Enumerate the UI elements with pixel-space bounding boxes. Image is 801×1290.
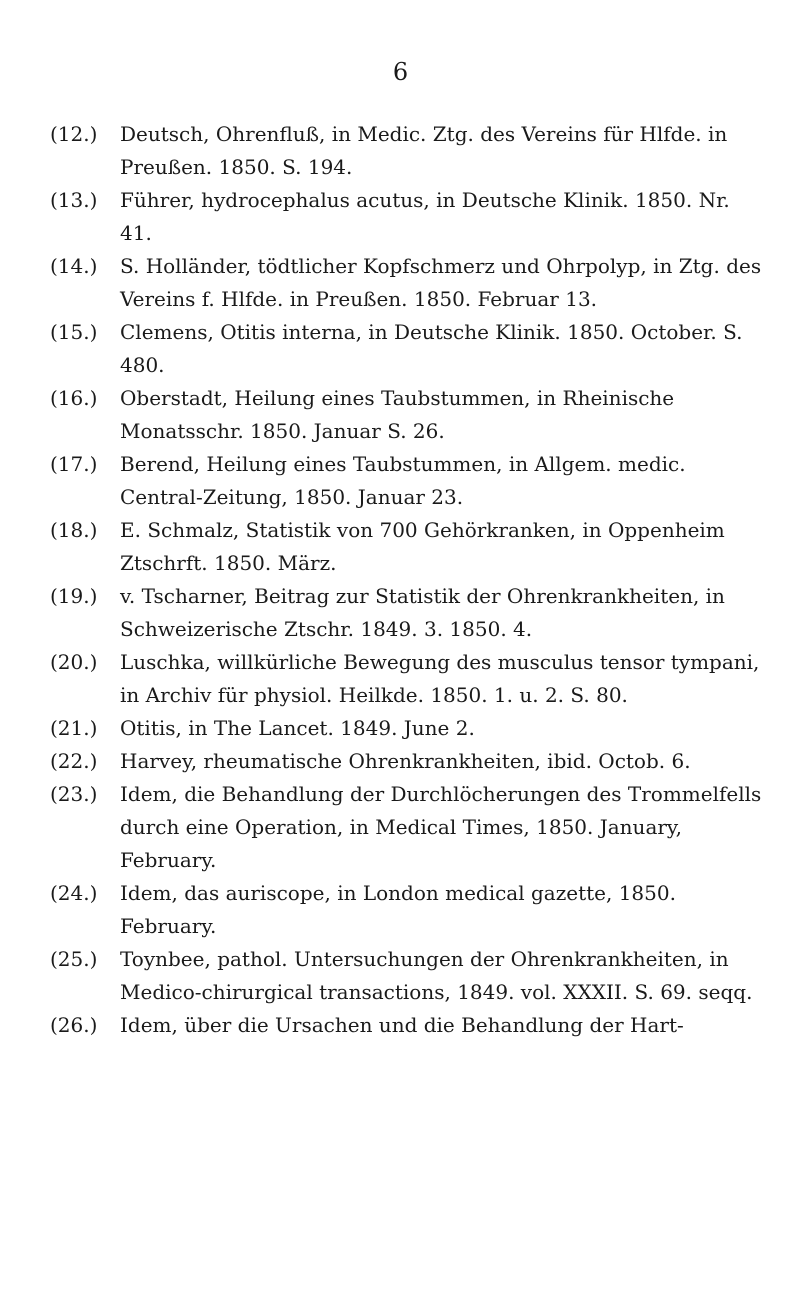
reference-item xyxy=(50,184,762,250)
reference-item xyxy=(50,646,762,712)
reference-text: v. Tscharner, Beitrag zur Statistik der Ohrenkrankheiten, in Schweizerische Ztschr. 1849. 3. 1850. 4. xyxy=(120,584,725,641)
page-number: 6 xyxy=(392,58,409,86)
reference-text: Luschka, willkürliche Bewegung des musculus tensor tympani, in Archiv für physiol. Heilkde. 1850. 1. u. 2. S. 80. xyxy=(120,650,760,707)
reference-text: Harvey, rheumatische Ohrenkrankheiten, ibid. Octob. 6. xyxy=(120,749,691,773)
reference-text: Clemens, Otitis interna, in Deutsche Klinik. 1850. October. S. 480. xyxy=(120,320,743,377)
reference-number: (25.) xyxy=(50,947,98,971)
reference-list xyxy=(50,118,762,1042)
reference-item xyxy=(50,514,762,580)
reference-number: (26.) xyxy=(50,1013,98,1037)
reference-item xyxy=(50,118,762,184)
reference-item xyxy=(50,250,762,316)
reference-number: (15.) xyxy=(50,320,98,344)
reference-number: (19.) xyxy=(50,584,98,608)
reference-text: Idem, die Behandlung der Durchlöcherungen des Trommelfells durch eine Operation, in Medical Times, 1850. January, February. xyxy=(120,782,762,872)
reference-number: (22.) xyxy=(50,749,98,773)
reference-number: (17.) xyxy=(50,452,98,476)
reference-text: Idem, über die Ursachen und die Behandlung der Hart- xyxy=(120,1013,684,1037)
reference-item xyxy=(50,712,762,745)
reference-text: Deutsch, Ohrenfluß, in Medic. Ztg. des Vereins für Hlfde. in Preußen. 1850. S. 194. xyxy=(120,122,728,179)
reference-text: E. Schmalz, Statistik von 700 Gehörkranken, in Oppenheim Ztschrft. 1850. März. xyxy=(120,518,725,575)
reference-item xyxy=(50,1009,762,1042)
reference-number: (13.) xyxy=(50,188,98,212)
reference-item xyxy=(50,877,762,943)
reference-text: S. Holländer, tödtlicher Kopfschmerz und Ohrpolyp, in Ztg. des Vereins f. Hlfde. in Preußen. 1850. Februar 13. xyxy=(120,254,762,311)
reference-text: Führer, hydrocephalus acutus, in Deutsche Klinik. 1850. Nr. 41. xyxy=(120,188,730,245)
reference-item xyxy=(50,580,762,646)
reference-number: (14.) xyxy=(50,254,98,278)
reference-number: (16.) xyxy=(50,386,98,410)
reference-number: (23.) xyxy=(50,782,98,806)
reference-item xyxy=(50,745,762,778)
reference-text: Otitis, in The Lancet. 1849. June 2. xyxy=(120,716,475,740)
reference-item xyxy=(50,943,762,1009)
reference-number: (21.) xyxy=(50,716,98,740)
reference-number: (20.) xyxy=(50,650,98,674)
reference-text: Toynbee, pathol. Untersuchungen der Ohrenkrankheiten, in Medico-chirurgical transactions, 1849. vol. XXXII. S. 69. seqq. xyxy=(120,947,753,1004)
reference-text: Berend, Heilung eines Taubstummen, in Allgem. medic. Central-Zeitung, 1850. Januar 23. xyxy=(120,452,686,509)
reference-item xyxy=(50,778,762,877)
reference-text: Idem, das auriscope, in London medical gazette, 1850. February. xyxy=(120,881,676,938)
reference-item xyxy=(50,382,762,448)
reference-item xyxy=(50,316,762,382)
reference-text: Oberstadt, Heilung eines Taubstummen, in Rheinische Monatsschr. 1850. Januar S. 26. xyxy=(120,386,675,443)
reference-number: (18.) xyxy=(50,518,98,542)
reference-number: (12.) xyxy=(50,122,98,146)
reference-number: (24.) xyxy=(50,881,98,905)
reference-item xyxy=(50,448,762,514)
